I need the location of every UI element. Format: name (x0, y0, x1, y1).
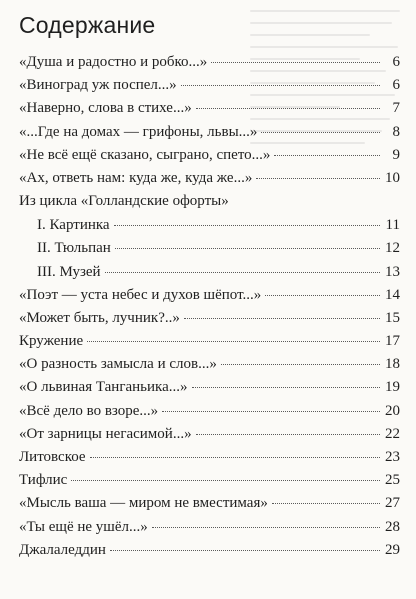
toc-leader-dots (265, 295, 380, 296)
toc-entry (19, 492, 400, 515)
toc-entry (19, 516, 400, 539)
toc-page-number: 7 (392, 100, 400, 117)
toc-leader-dots (211, 62, 380, 63)
toc-leader-dots (110, 550, 380, 551)
toc-leader-dots (184, 318, 380, 319)
toc-page-number: 29 (385, 541, 400, 558)
toc-leader-dots (105, 272, 380, 273)
toc-section-title: Из цикла «Голландские офорты» (19, 193, 229, 210)
toc-entry-title: «Может быть, лучник?..» (19, 309, 180, 326)
toc-leader-dots (152, 527, 380, 528)
toc-page-number: 18 (385, 356, 400, 373)
toc-leader-dots (256, 178, 380, 179)
toc-page-number: 17 (385, 333, 400, 350)
toc-leader-dots (114, 225, 380, 226)
toc-entry-title: II. Тюльпан (37, 240, 111, 257)
toc-leader-dots (272, 503, 380, 504)
toc-subentry (19, 261, 400, 284)
toc-leader-dots (261, 132, 380, 133)
toc-subentry (19, 237, 400, 260)
toc-leader-dots (196, 434, 380, 435)
toc-page-number: 23 (385, 449, 400, 465)
toc-page-number: 6 (392, 54, 400, 70)
toc-entry-title: «Виноград уж поспел...» (19, 77, 177, 94)
toc-page-number: 15 (385, 309, 400, 326)
toc-entry-title: «От зарницы негасимой...» (19, 425, 192, 442)
toc-page-number: 27 (385, 495, 400, 512)
toc-entry-title: Джалаледдин (19, 541, 106, 558)
toc-page-number: 19 (385, 379, 400, 396)
toc-entry (19, 74, 400, 97)
toc-page-number: 12 (385, 240, 400, 257)
toc-section-heading (19, 190, 400, 214)
toc-page-number: 22 (385, 425, 400, 442)
toc-entry-title: Тифлис (19, 472, 68, 489)
toc-entry-title: I. Картинка (37, 217, 110, 234)
toc-entry-title: «Душа и радостно и робко...» (19, 54, 208, 70)
toc-leader-dots (87, 341, 380, 342)
toc-entry-title: «Мысль ваша — миром не вместимая» (19, 495, 268, 512)
show-through-line (250, 46, 398, 48)
toc-leader-dots (71, 480, 380, 481)
toc-entry (19, 400, 400, 423)
toc-entry-title: Литовское (19, 449, 86, 465)
toc-entry (19, 284, 400, 307)
toc-page-number: 25 (385, 472, 400, 489)
toc-entry (19, 376, 400, 399)
toc-page-number: 6 (392, 77, 400, 94)
table-of-contents (19, 51, 400, 562)
toc-page-number: 14 (385, 286, 400, 303)
toc-subentry (19, 214, 400, 237)
toc-entry (19, 539, 400, 562)
toc-entry-title: «Не всё ещё сказано, сыграно, спето...» (19, 146, 271, 163)
toc-entry (19, 307, 400, 330)
toc-entry-title: «Ты ещё не ушёл...» (19, 518, 148, 535)
page-title: Содержание (19, 12, 156, 38)
toc-entry (19, 330, 400, 353)
toc-page-number: 8 (392, 123, 400, 140)
toc-entry-title: III. Музей (37, 263, 101, 280)
toc-entry-title: «Ах, ответь нам: куда же, куда же...» (19, 169, 253, 186)
toc-page-number: 13 (385, 263, 400, 280)
toc-leader-dots (274, 155, 380, 156)
toc-entry (19, 97, 400, 120)
toc-leader-dots (162, 411, 380, 412)
toc-page-number: 20 (385, 402, 400, 419)
toc-entry-title: «...Где на домах — грифоны, львы...» (19, 123, 258, 140)
toc-entry-title: «О разность замысла и слов...» (19, 356, 217, 373)
toc-entry (19, 121, 400, 144)
toc-entry (19, 144, 400, 167)
toc-leader-dots (221, 364, 380, 365)
toc-leader-dots (90, 457, 380, 458)
toc-leader-dots (196, 108, 380, 109)
toc-page-number: 9 (392, 146, 400, 163)
toc-entry (19, 167, 400, 190)
toc-entry (19, 51, 400, 74)
toc-entry-title: «Наверно, слова в стихе...» (19, 100, 192, 117)
toc-leader-dots (192, 387, 380, 388)
toc-entry (19, 353, 400, 376)
toc-entry-title: «Всё дело во взоре...» (19, 402, 159, 419)
toc-page-number: 28 (385, 518, 400, 535)
toc-leader-dots (181, 85, 380, 86)
toc-page-number: 11 (385, 217, 400, 234)
toc-entry-title: «О львиная Танганьика...» (19, 379, 188, 396)
toc-entry (19, 446, 400, 469)
toc-entry (19, 469, 400, 492)
toc-leader-dots (115, 248, 380, 249)
toc-entry (19, 423, 400, 446)
toc-entry-title: «Поэт — уста небес и духов шёпот...» (19, 286, 262, 303)
toc-entry-title: Кружение (19, 333, 84, 350)
toc-page-number: 10 (385, 169, 400, 186)
